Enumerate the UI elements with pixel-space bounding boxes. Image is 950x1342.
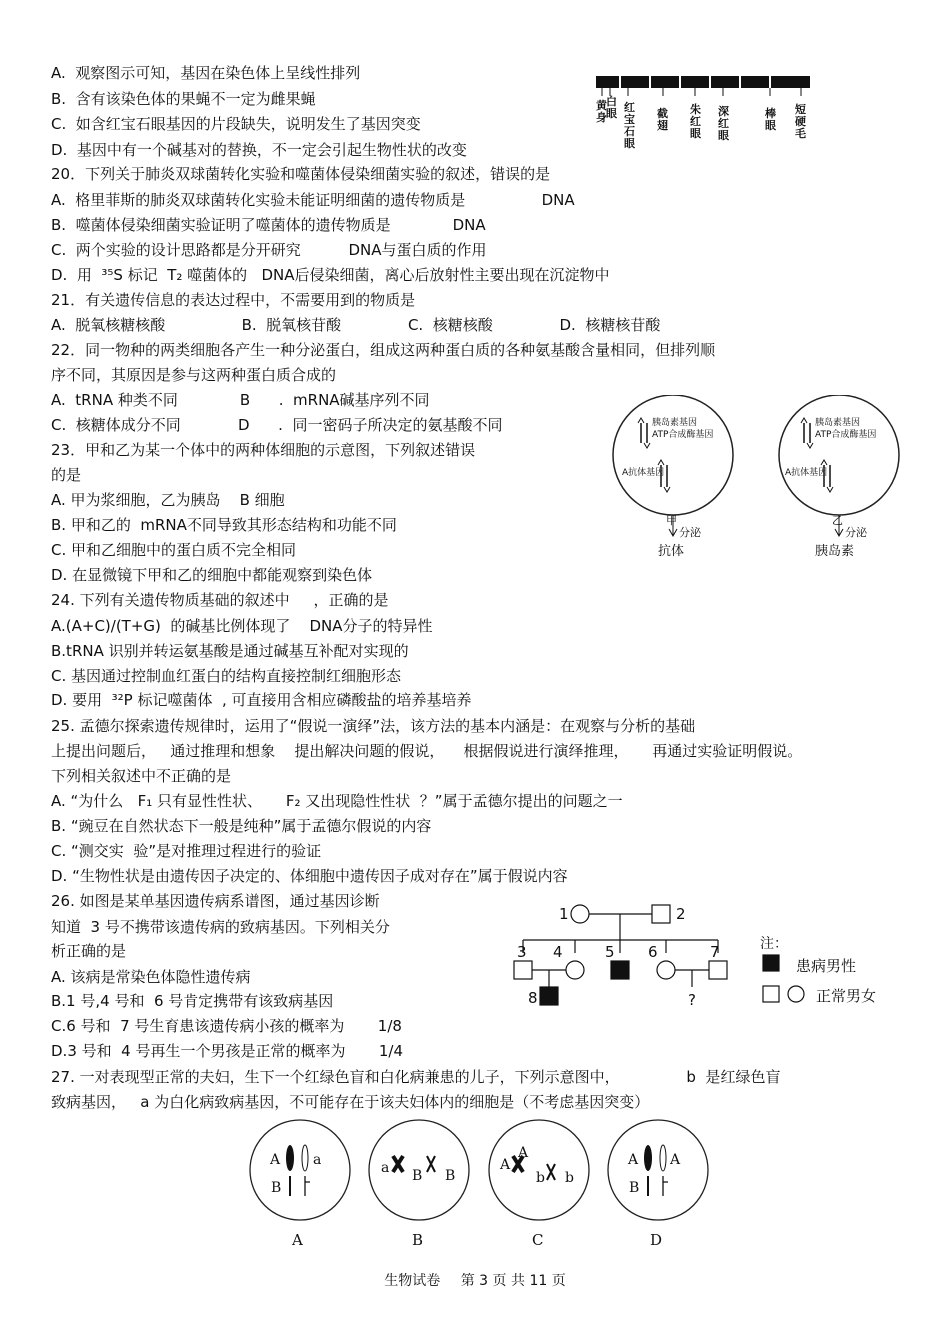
yi-gene-2: ATP合成酶基因 xyxy=(815,430,877,440)
jia-antibody-gene: A抗体基因 xyxy=(622,468,665,478)
cell-c-allele-A1: A xyxy=(500,1157,511,1173)
q26-option-a: A. 该病是常染色体隐性遗传病 xyxy=(51,968,251,986)
q26-stem: 26. 如图是某单基因遗传病系谱图，通过基因诊断 xyxy=(51,892,380,910)
q20-option-b: B. 噬菌体侵染细菌实验证明了噬菌体的遗传物质是 DNA xyxy=(51,216,486,234)
option-label-b: B xyxy=(412,1231,424,1249)
option-label-d: D xyxy=(650,1231,663,1249)
gene-label-jiechi: 截翅 xyxy=(657,107,668,132)
q19-option-c: C. 如含红宝石眼基因的片段缺失，说明发生了基因突变 xyxy=(51,115,421,133)
jia-product: 抗体 xyxy=(658,544,685,559)
q21-options: A. 脱氧核糖核酸 B. 脱氧核苷酸 C. 核糖核酸 D. 核糖核苷酸 xyxy=(51,316,661,334)
yi-antibody-gene: A抗体基因 xyxy=(785,468,828,478)
jia-gene-1: 胰岛素基因 xyxy=(652,418,698,428)
q24-option-d: D. 要用 ³²P 标记噬菌体 , 可直接用含相应磷酸盐的培养基培养 xyxy=(51,691,472,709)
q21-stem: 21．有关遗传信息的表达过程中，不需要用到的物质是 xyxy=(51,291,416,309)
legend-normal: 正常男女 xyxy=(816,987,877,1005)
cell-d-allele-B: B xyxy=(629,1180,640,1196)
q24-option-c: C. 基因通过控制血红蛋白的结构直接控制红细胞形态 xyxy=(51,667,402,685)
footer-page-number: 第 3 页 共 11 页 xyxy=(460,1273,566,1289)
q20-stem: 20．下列关于肺炎双球菌转化实验和噬菌体侵染细菌实验的叙述，错误的是 xyxy=(51,165,551,183)
pedigree-id-4: 4 xyxy=(553,943,563,961)
cell-b-allele-a: a xyxy=(381,1160,390,1176)
gene-label-huangshen: 黄身 xyxy=(596,99,607,124)
gene-label-baiyan: 白眼 xyxy=(606,95,617,120)
q25-stem-cont: 上提出问题后， 通过推理和想象 提出解决问题的假说， 根据假说进行演绎推理， 再通过实验证明假说。 xyxy=(51,742,803,760)
option-label-a: A xyxy=(292,1231,303,1249)
q23-option-a: A. 甲为浆细胞，乙为胰岛 B 细胞 xyxy=(51,491,285,509)
yi-secrete: 分泌 xyxy=(845,526,867,539)
gene-label-shenhongyan: 深红眼 xyxy=(718,105,729,142)
yi-gene-1: 胰岛素基因 xyxy=(815,418,861,428)
gene-label-zhuhongyan: 朱红眼 xyxy=(690,103,701,140)
q22-options-ab: A. tRNA 种类不同 B . mRNA碱基序列不同 xyxy=(51,391,430,409)
pedigree-id-8: 8 xyxy=(528,989,538,1007)
q25-stem: 25. 孟德尔探索遗传规律时，运用了“假说一演绎”法，该方法的基本内涵是：在观察与分析的基础 xyxy=(51,717,696,735)
cell-c-allele-A2: A xyxy=(518,1145,529,1161)
q26-option-c: C.6 号和 7 号生育患该遗传病小孩的概率为 1/8 xyxy=(51,1017,402,1035)
jia-label: 甲 xyxy=(666,514,677,527)
pedigree-id-3: 3 xyxy=(517,943,527,961)
q22-stem: 22．同一物种的两类细胞各产生一种分泌蛋白，组成这两种蛋白质的各种氨基酸含量相同，但排列顺 xyxy=(51,341,716,359)
cell-c-allele-b1: b xyxy=(536,1170,545,1186)
yi-label: 乙 xyxy=(832,514,843,527)
q22-options-cd: C. 核糖体成分不同 D . 同一密码子所决定的氨基酸不同 xyxy=(51,416,503,434)
cell-b-allele-B2: B xyxy=(445,1168,456,1184)
cell-a-allele-B: B xyxy=(271,1180,282,1196)
yi-product: 胰岛素 xyxy=(815,544,855,559)
gene-label-duanyingmao: 短硬毛 xyxy=(795,103,806,140)
cell-b-allele-B1: B xyxy=(412,1168,423,1184)
q19-option-d: D. 基因中有一个碱基对的替换，不一定会引起生物性状的改变 xyxy=(51,141,467,159)
jia-gene-2: ATP合成酶基因 xyxy=(652,430,714,440)
option-label-c: C xyxy=(532,1231,544,1249)
q25-option-b: B. “豌豆在自然状态下一般是纯种”属于孟德尔假说的内容 xyxy=(51,817,432,835)
pedigree-id-6: 6 xyxy=(648,943,658,961)
cell-d-allele-A2: A xyxy=(670,1152,681,1168)
q22-stem-cont: 序不同，其原因是参与这两种蛋白质合成的 xyxy=(51,366,337,384)
q23-option-d: D. 在显微镜下甲和乙的细胞中都能观察到染色体 xyxy=(51,566,373,584)
q19-option-b: B. 含有该染色体的果蝇不一定为雌果蝇 xyxy=(51,90,316,108)
q20-option-c: C. 两个实验的设计思路都是分开研究 DNA与蛋白质的作用 xyxy=(51,241,487,259)
q27-stem: 27. 一对表现型正常的夫妇，生下一个红绿色盲和白化病兼患的儿子，下列示意图中， b 是红绿色盲 xyxy=(51,1068,781,1086)
q26-stem-end: 析正确的是 xyxy=(51,942,127,960)
q26-stem-cont: 知道 3 号不携带该遗传病的致病基因。下列相关分 xyxy=(51,918,390,936)
pedigree-id-5: 5 xyxy=(605,943,615,961)
gene-label-hongbaoshiyan: 红宝石眼 xyxy=(624,101,635,150)
q20-option-d: D. 用 ³⁵S 标记 T₂ 噬菌体的 DNA后侵染细菌，离心后放射性主要出现在沉淀物中 xyxy=(51,266,610,284)
cell-d-chromosomes xyxy=(644,1145,668,1196)
cell-a-allele-A: A xyxy=(270,1152,281,1168)
gene-label-bangyan: 棒眼 xyxy=(765,107,776,132)
cell-d-allele-A1: A xyxy=(628,1152,639,1168)
cell-a-chromosomes xyxy=(286,1145,310,1196)
q25-stem-end: 下列相关叙述中不正确的是 xyxy=(51,767,232,785)
cell-a-allele-a: a xyxy=(313,1152,322,1168)
q25-option-c: C. “测交实 验”是对推理过程进行的验证 xyxy=(51,842,322,860)
cell-c-allele-b2: b xyxy=(565,1170,574,1186)
q25-option-a: A. “为什么 F₁ 只有显性性状、 F₂ 又出现隐性性状 ？”属于孟德尔提出的问题之一 xyxy=(51,792,623,810)
q19-option-a: A. 观察图示可知，基因在染色体上呈线性排列 xyxy=(51,64,361,82)
q20-option-a: A. 格里菲斯的肺炎双球菌转化实验未能证明细菌的遗传物质是 DNA xyxy=(51,191,575,209)
pedigree-unknown: ? xyxy=(688,991,696,1009)
q23-option-b: B. 甲和乙的 mRNA不同导致其形态结构和功能不同 xyxy=(51,516,397,534)
q23-stem-cont: 的是 xyxy=(51,466,82,484)
jia-secrete: 分泌 xyxy=(679,526,701,539)
q25-option-d: D. “生物性状是由遗传因子决定的、体细胞中遗传因子成对存在”属于假说内容 xyxy=(51,867,568,885)
legend-affected-male: 患病男性 xyxy=(796,957,857,975)
q26-option-d: D.3 号和 4 号再生一个男孩是正常的概率为 1/4 xyxy=(51,1042,403,1060)
pedigree-id-7: 7 xyxy=(710,943,720,961)
q27-stem-cont: 致病基因， a 为白化病致病基因，不可能存在于该夫妇体内的细胞是（不考虑基因突变） xyxy=(51,1093,650,1111)
pedigree-id-1: 1 xyxy=(559,905,569,923)
legend-title: 注： xyxy=(760,936,788,952)
q24-option-a: A.(A+C)/(T+G) 的碱基比例体现了 DNA分子的特异性 xyxy=(51,617,433,635)
q27-cell-figures xyxy=(245,1118,715,1248)
q26-option-b: B.1 号,4 号和 6 号肯定携带有该致病基因 xyxy=(51,992,334,1010)
q24-stem: 24. 下列有关遗传物质基础的叙述中 ，正确的是 xyxy=(51,591,389,609)
pedigree-id-2: 2 xyxy=(676,905,686,923)
footer-subject: 生物试卷 xyxy=(384,1273,441,1289)
q23-option-c: C. 甲和乙细胞中的蛋白质不完全相同 xyxy=(51,541,297,559)
page-footer xyxy=(0,1270,950,1290)
q24-option-b: B.tRNA 识别并转运氨基酸是通过碱基互补配对实现的 xyxy=(51,642,409,660)
q23-stem: 23．甲和乙为某一个体中的两种体细胞的示意图，下列叙述错误 xyxy=(51,441,476,459)
